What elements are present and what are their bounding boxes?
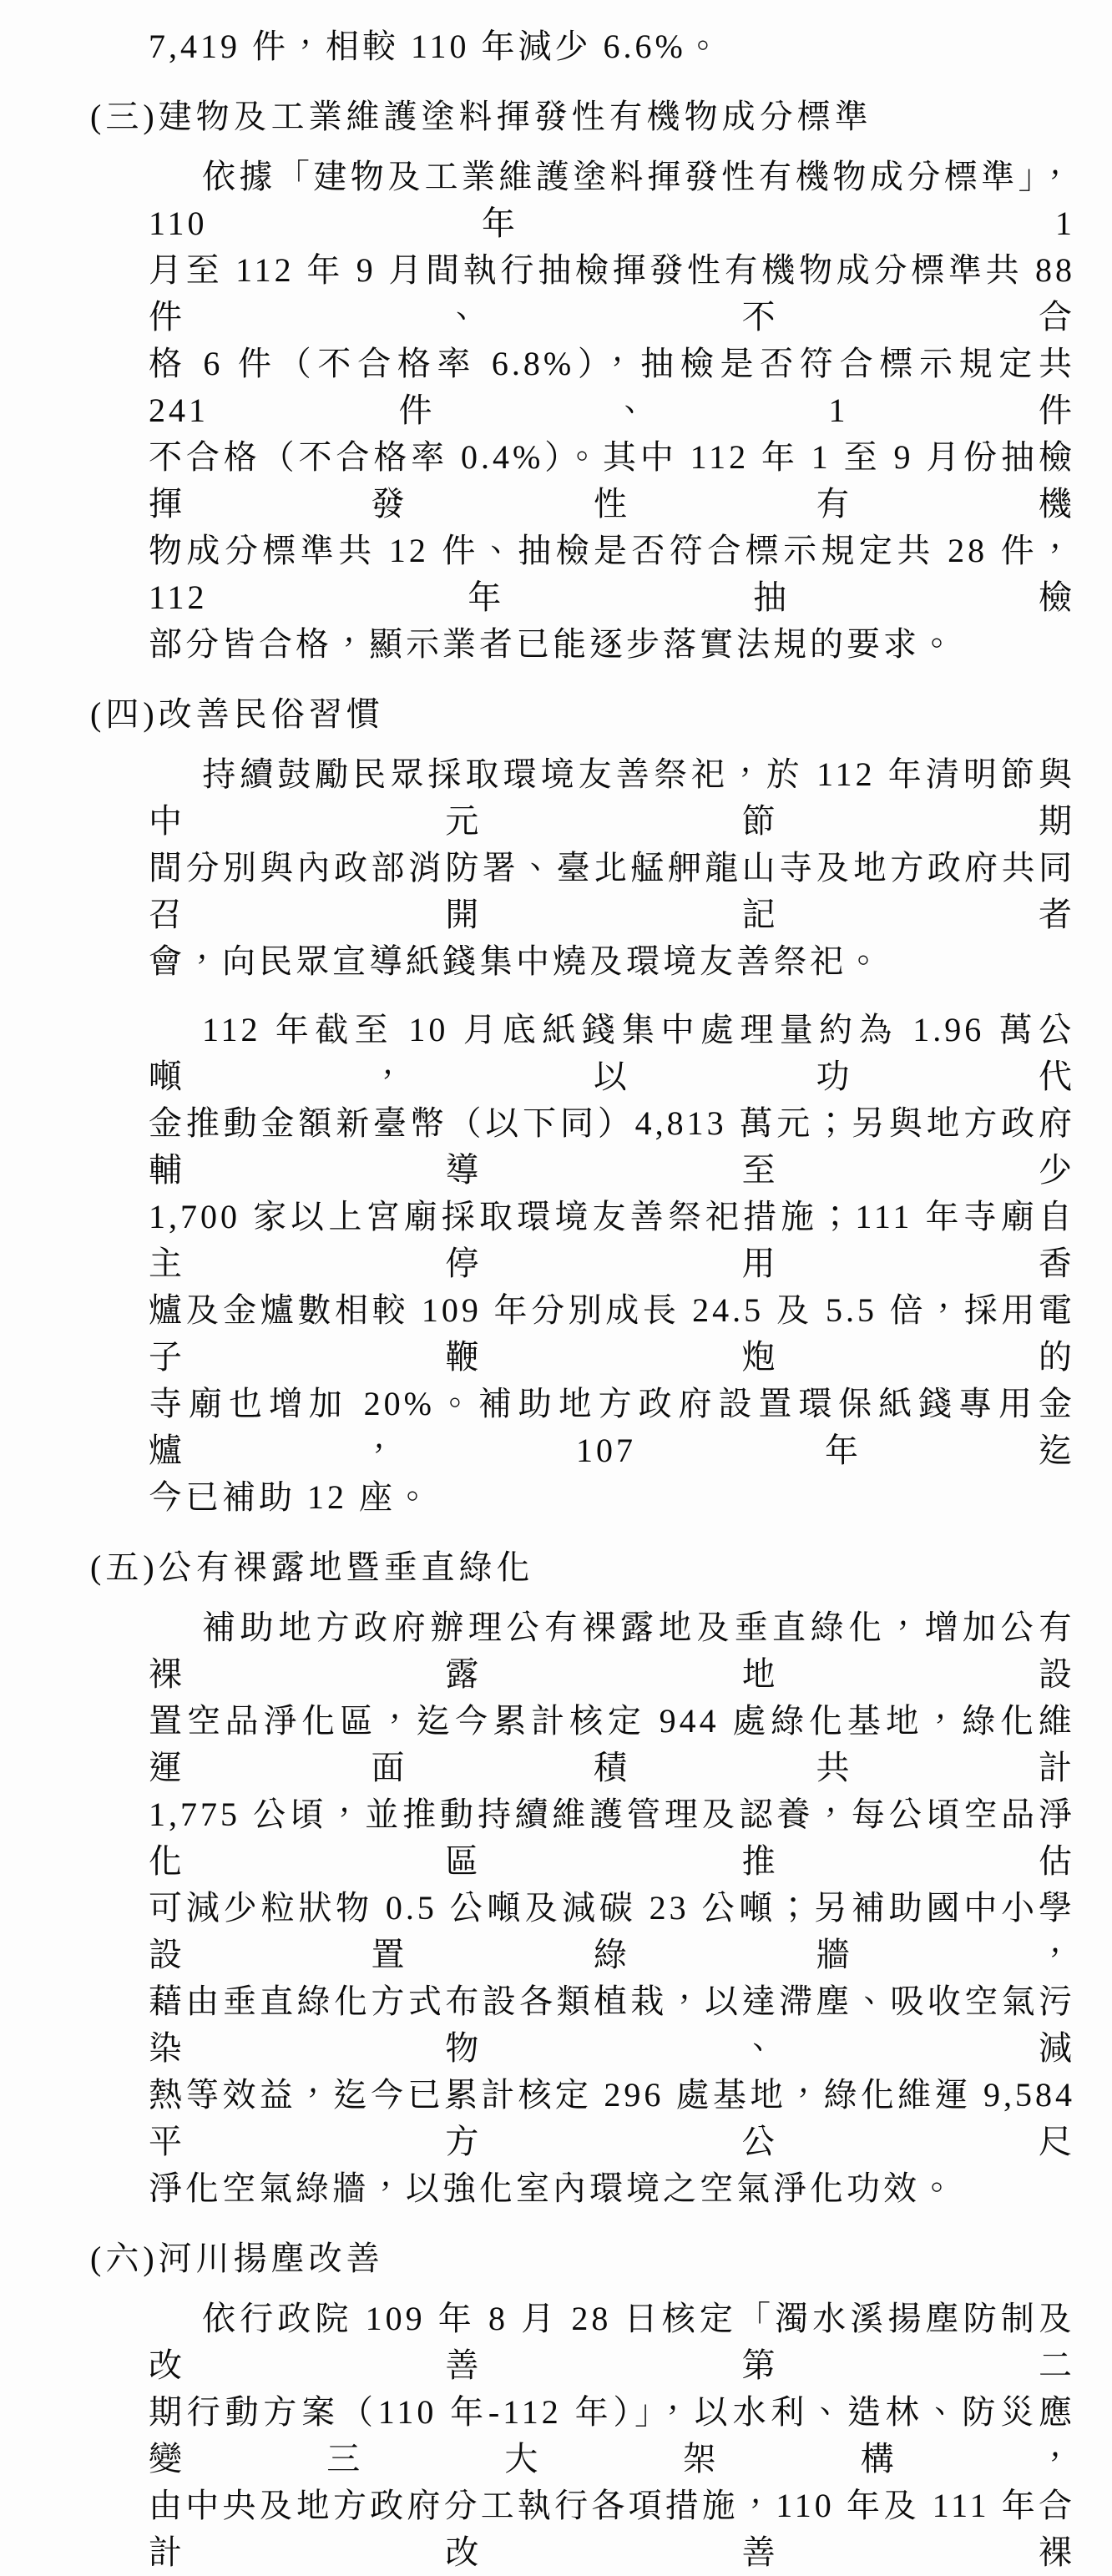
text-line: 依行政院 109 年 8 月 28 日核定「濁水溪揚塵防制及改善第二 xyxy=(149,2300,1075,2384)
text-line: 置空品淨化區，迄今累計核定 944 處綠化基地，綠化維運面積共計 xyxy=(149,1702,1075,1786)
section-6 xyxy=(90,2235,1075,2576)
text-line: 格 6 件（不合格率 6.8%），抽檢是否符合標示規定共 241 件、1 件 xyxy=(149,345,1075,429)
text-line: 不合格（不合格率 0.4%）。其中 112 年 1 至 9 月份抽檢揮發性有機 xyxy=(149,438,1075,523)
text-line: 淨化空氣綠牆，以強化室內環境之空氣淨化功效。 xyxy=(149,2169,957,2207)
text-line: 7,419 件，相較 110 年減少 6.6%。 xyxy=(149,28,723,65)
text-line: 1,700 家以上宮廟採取環境友善祭祀措施；111 年寺廟自主停用香 xyxy=(149,1198,1075,1282)
text-line: 今已補助 12 座。 xyxy=(149,1478,432,1516)
text-line: 爐及金爐數相較 109 年分別成長 24.5 及 5.5 倍，採用電子鞭炮的 xyxy=(149,1291,1075,1376)
section-3 xyxy=(90,93,1075,668)
section-heading: (六)河川揚塵改善 xyxy=(90,2240,384,2277)
paragraph xyxy=(149,2296,1075,2576)
paragraph xyxy=(149,1604,1075,2212)
text-line: 部分皆合格，顯示業者已能逐步落實法規的要求。 xyxy=(149,625,957,663)
text-line: 熱等效益，迄今已累計核定 296 處基地，綠化維運 9,584 平方公尺 xyxy=(149,2076,1075,2160)
section-5 xyxy=(90,1544,1075,2212)
section-heading: (五)公有裸露地暨垂直綠化 xyxy=(90,1548,534,1586)
text-line: 物成分標準共 12 件、抽檢是否符合標示規定共 28 件，112 年抽檢 xyxy=(149,532,1075,616)
text-line: 金推動金額新臺幣（以下同）4,813 萬元；另與地方政府輔導至少 xyxy=(149,1104,1075,1189)
text-line: 1,775 公頃，並推動持續維護管理及認養，每公頃空品淨化區推估 xyxy=(149,1796,1075,1880)
text-line: 補助地方政府辦理公有裸露地及垂直綠化，增加公有裸露地設 xyxy=(149,1609,1075,1693)
text-line: 會，向民眾宣導紙錢集中燒及環境友善祭祀。 xyxy=(149,942,883,980)
text-line: 藉由垂直綠化方式布設各類植栽，以達滯塵、吸收空氣污染物、減 xyxy=(149,1983,1075,2067)
text-line: 可減少粒狀物 0.5 公噸及減碳 23 公噸；另補助國中小學設置綠牆， xyxy=(149,1889,1075,1973)
paragraph xyxy=(149,1007,1075,1521)
text-line: 依據「建物及工業維護塗料揮發性有機物成分標準」，110 年 1 xyxy=(149,158,1075,242)
paragraph xyxy=(149,751,1075,985)
text-line: 持續鼓勵民眾採取環境友善祭祀，於 112 年清明節與中元節期 xyxy=(149,755,1075,840)
section-heading: (四)改善民俗習慣 xyxy=(90,695,384,733)
text-line: 期行動方案（110 年-112 年）」，以水利、造林、防災應變三大架構， xyxy=(149,2393,1075,2478)
text-line: 寺廟也增加 20%。補助地方政府設置環保紙錢專用金爐，107 年迄 xyxy=(149,1385,1075,1469)
text-line: 間分別與內政部消防署、臺北艋舺龍山寺及地方政府共同召開記者 xyxy=(149,849,1075,933)
paragraph xyxy=(149,154,1075,668)
text-line: 由中央及地方政府分工執行各項措施，110 年及 111 年合計改善裸 xyxy=(149,2487,1075,2571)
section-heading: (三)建物及工業維護塗料揮發性有機物成分標準 xyxy=(90,98,872,135)
text-line: 112 年截至 10 月底紙錢集中處理量約為 1.96 萬公噸，以功代 xyxy=(149,1011,1075,1095)
section-4 xyxy=(90,691,1075,1521)
text-line: 月至 112 年 9 月間執行抽檢揮發性有機物成分標準共 88 件、不合 xyxy=(149,251,1075,336)
continuation-paragraph xyxy=(149,23,1075,70)
